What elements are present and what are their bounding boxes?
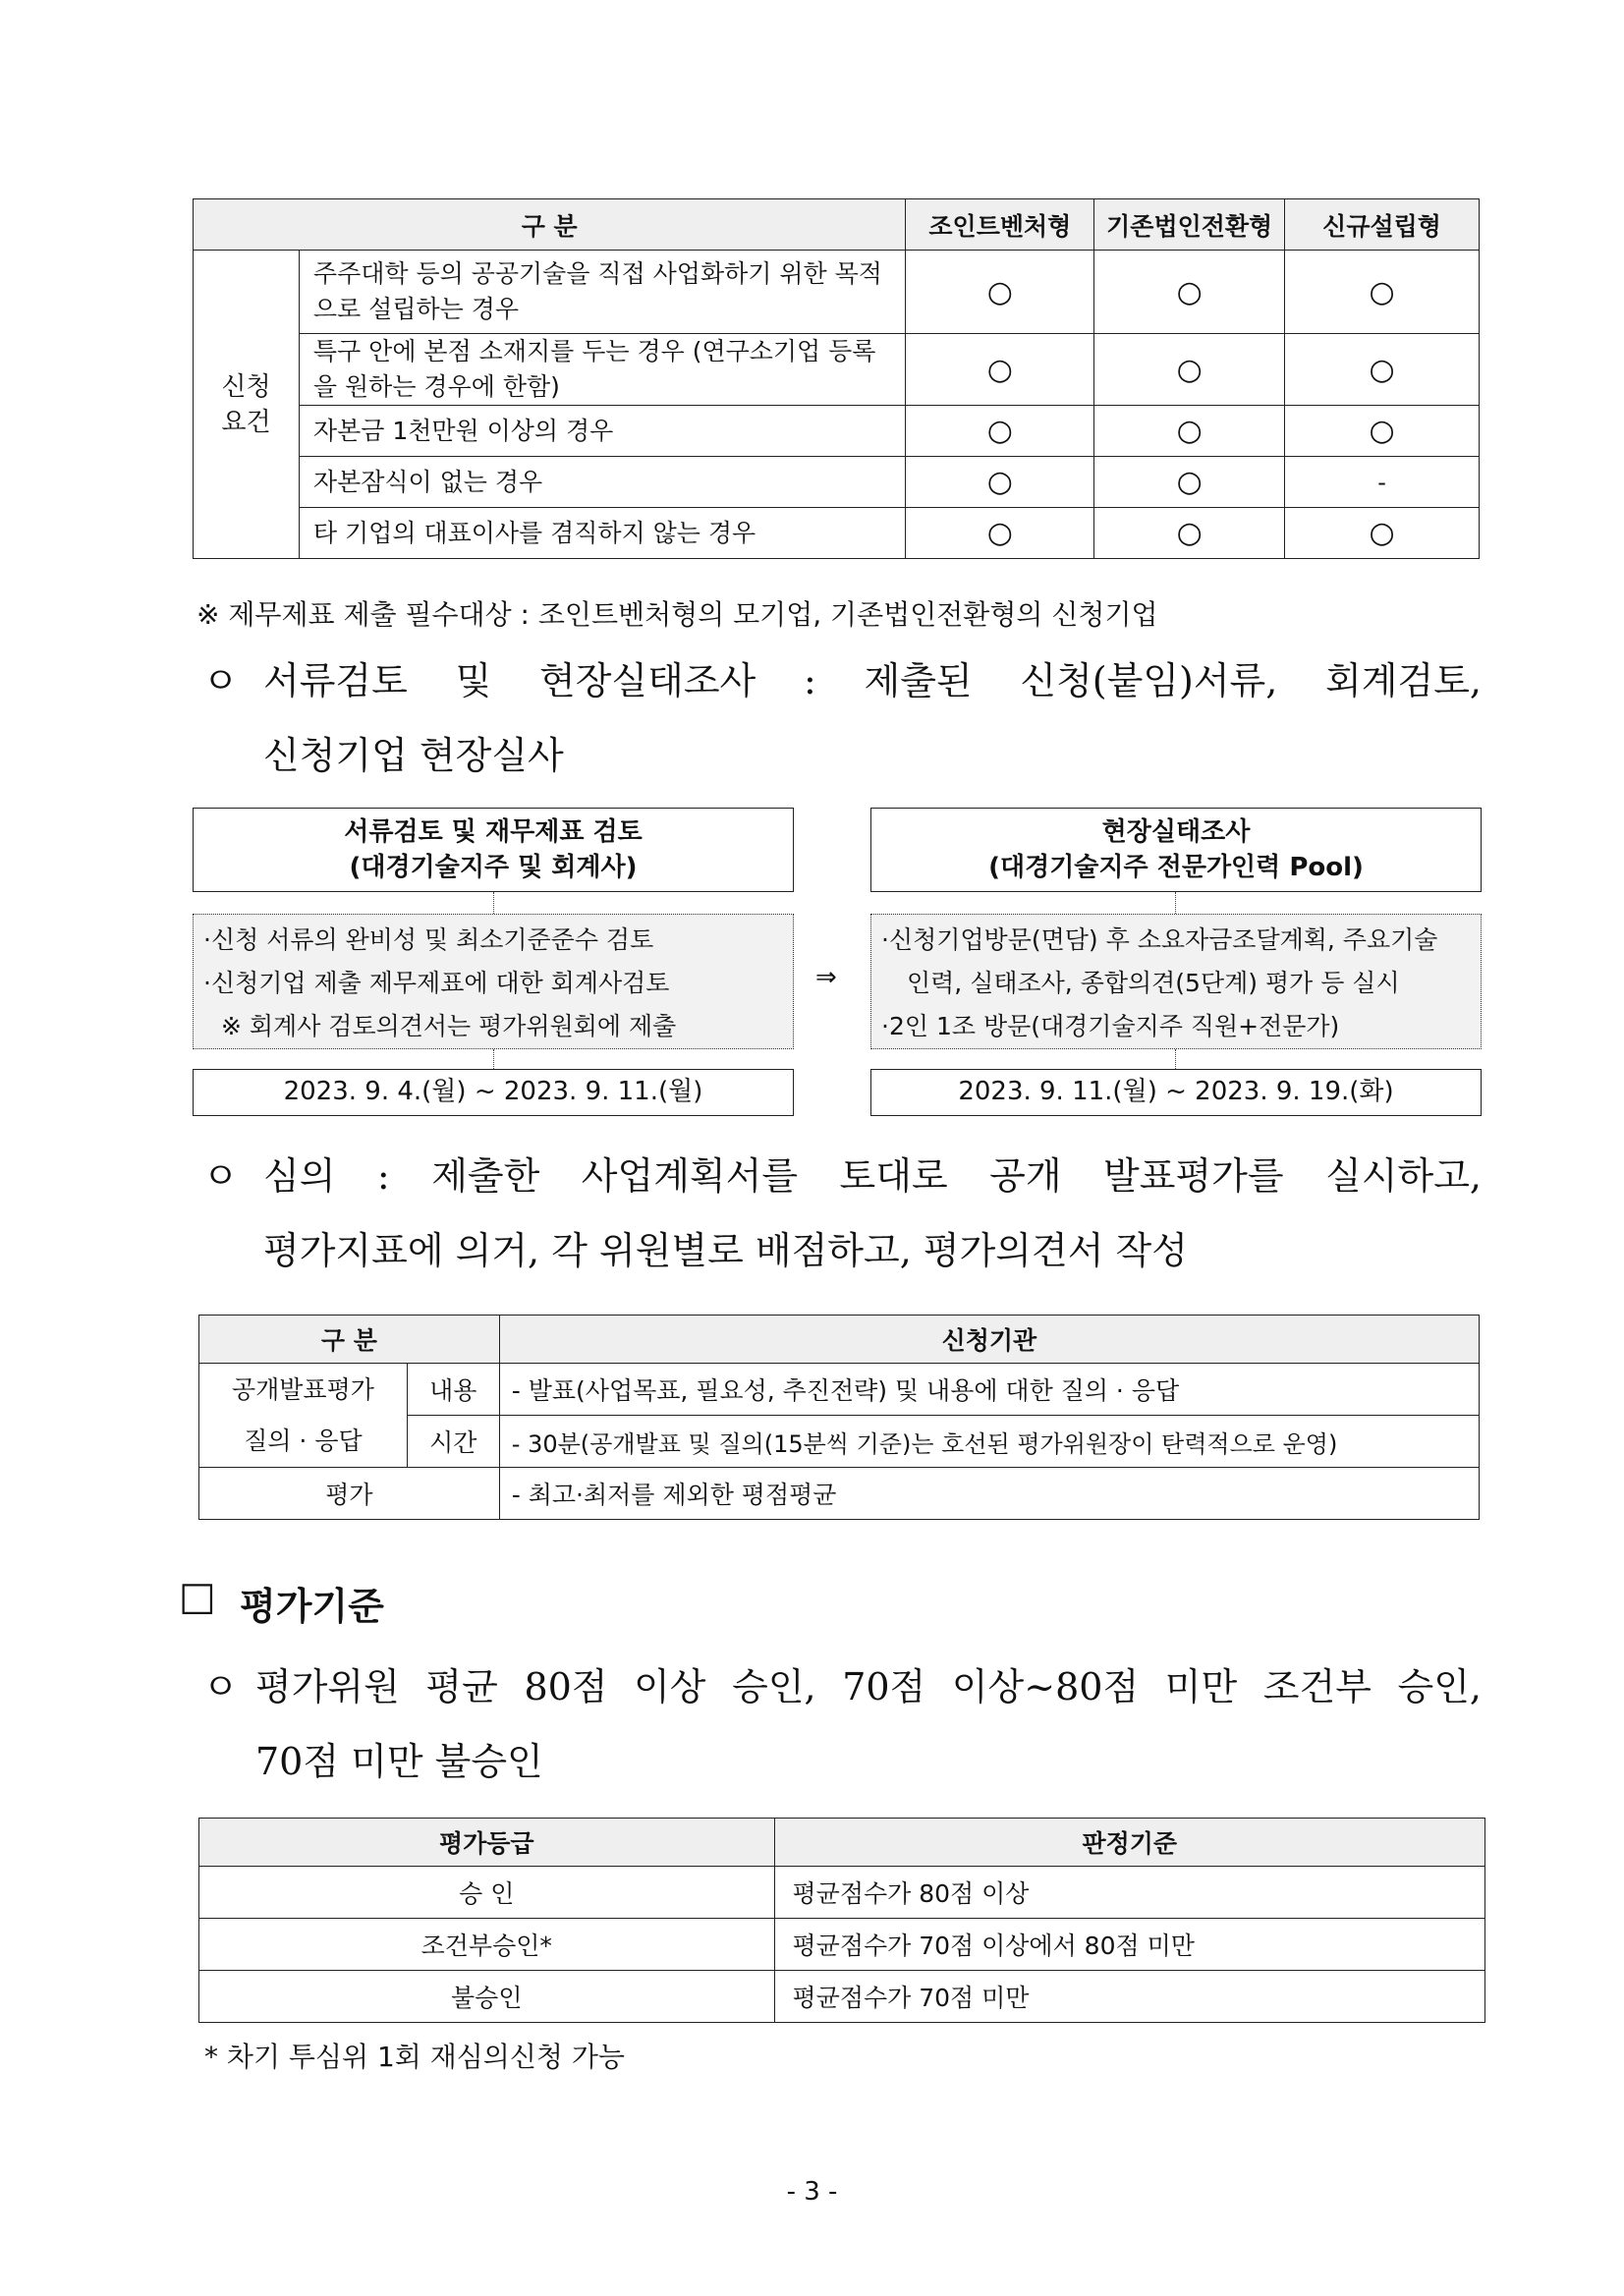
flow-right-header bbox=[870, 808, 1482, 892]
flow-right-date: 2023. 9. 11.(월) ~ 2023. 9. 19.(화) bbox=[870, 1069, 1482, 1116]
note-reexamination: * 차기 투심위 1회 재심의신청 가능 bbox=[204, 2041, 625, 2073]
table-header: 판정기준 bbox=[774, 1819, 1484, 1867]
deliberation-table bbox=[198, 1315, 1480, 1520]
table-cell: ○ bbox=[1285, 334, 1480, 406]
table-header: 조인트벤처형 bbox=[906, 199, 1094, 251]
bullet-text: 신청기업 현장실사 bbox=[263, 734, 564, 777]
detail-line: ·신청기업방문(면담) 후 소요자금조달계획, 주요기술 bbox=[881, 925, 1438, 954]
connector-line bbox=[1175, 1049, 1176, 1069]
table-cell: - 최고·최저를 제외한 평점평균 bbox=[499, 1468, 1479, 1520]
bullet-symbol: ㅇ bbox=[202, 1665, 239, 1708]
connector-line bbox=[1175, 892, 1176, 914]
connector-line bbox=[493, 892, 494, 914]
checkbox-icon: □ bbox=[179, 1574, 216, 1619]
flow-right-subtitle: (대경기술지주 전문가인력 Pool) bbox=[988, 853, 1364, 882]
section-title: 평가기준 bbox=[240, 1585, 384, 1628]
table-header: 신규설립형 bbox=[1285, 199, 1480, 251]
table-cell: ○ bbox=[1094, 508, 1285, 559]
flow-left-header bbox=[193, 808, 794, 892]
eligibility-table bbox=[193, 198, 1480, 559]
table-cell: 자본잠식이 없는 경우 bbox=[299, 457, 906, 508]
table-cell: ○ bbox=[906, 406, 1094, 457]
page-number: - 3 - bbox=[786, 2177, 838, 2207]
table-cell: - 발표(사업목표, 필요성, 추진전략) 및 내용에 대한 질의 · 응답 bbox=[499, 1364, 1479, 1416]
table-cell: ○ bbox=[1285, 406, 1480, 457]
table-cell: 평가 bbox=[199, 1468, 500, 1520]
table-cell: 주주대학 등의 공공기술을 직접 사업화하기 위한 목적으로 설립하는 경우 bbox=[299, 251, 906, 334]
table-cell: 승 인 bbox=[199, 1867, 775, 1919]
group-label-line: 공개발표평가 bbox=[231, 1374, 374, 1404]
table-cell: ○ bbox=[906, 457, 1094, 508]
flow-right-details bbox=[870, 914, 1482, 1049]
connector-line bbox=[493, 1049, 494, 1069]
table-header: 기존법인전환형 bbox=[1094, 199, 1285, 251]
detail-line: 인력, 실태조사, 종합의견(5단계) 평가 등 실시 bbox=[907, 969, 1400, 997]
bullet-text: 심의 : 제출한 사업계획서를 토대로 공개 발표평가를 실시하고, bbox=[263, 1154, 1482, 1198]
bullet-symbol: ㅇ bbox=[202, 1154, 239, 1198]
bullet-symbol: ㅇ bbox=[202, 659, 239, 702]
table-cell: 자본금 1천만원 이상의 경우 bbox=[299, 406, 906, 457]
group-label: 신청 요건 bbox=[194, 251, 300, 559]
bullet-text: 70점 미만 불승인 bbox=[255, 1740, 543, 1783]
table-cell: 불승인 bbox=[199, 1971, 775, 2023]
table-header: 구 분 bbox=[199, 1316, 500, 1364]
table-cell: ○ bbox=[1094, 334, 1285, 406]
table-cell: ○ bbox=[1094, 457, 1285, 508]
table-cell: ○ bbox=[1285, 508, 1480, 559]
flow-left-details bbox=[193, 914, 794, 1049]
flow-right-title: 현장실태조사 bbox=[1101, 817, 1251, 847]
detail-line: ※ 회계사 검토의견서는 평가위원회에 제출 bbox=[221, 1012, 677, 1040]
table-cell: - bbox=[1285, 457, 1480, 508]
grading-table bbox=[198, 1818, 1485, 2023]
table-cell: ○ bbox=[906, 334, 1094, 406]
table-header: 평가등급 bbox=[199, 1819, 775, 1867]
table-cell: - 30분(공개발표 및 질의(15분씩 기준)는 호선된 평가위원장이 탄력적으로 운영) bbox=[499, 1416, 1479, 1468]
table-cell: 평균점수가 80점 이상 bbox=[774, 1867, 1484, 1919]
table-header: 구 분 bbox=[194, 199, 906, 251]
detail-line: ·2인 1조 방문(대경기술지주 직원+전문가) bbox=[881, 1012, 1340, 1040]
detail-line: ·신청 서류의 완비성 및 최소기준준수 검토 bbox=[203, 925, 654, 954]
table-cell: 특구 안에 본점 소재지를 두는 경우 (연구소기업 등록을 원하는 경우에 한함) bbox=[299, 334, 906, 406]
table-cell: 내용 bbox=[407, 1364, 499, 1416]
table-cell: 평균점수가 70점 미만 bbox=[774, 1971, 1484, 2023]
table-header: 신청기관 bbox=[499, 1316, 1479, 1364]
table-cell: ○ bbox=[1094, 406, 1285, 457]
flow-left-subtitle: (대경기술지주 및 회계사) bbox=[349, 853, 638, 882]
group-label bbox=[199, 1364, 408, 1468]
bullet-text: 평가지표에 의거, 각 위원별로 배점하고, 평가의견서 작성 bbox=[263, 1229, 1188, 1272]
table-cell: 조건부승인* bbox=[199, 1919, 775, 1971]
table-cell: ○ bbox=[906, 251, 1094, 334]
table-cell: 타 기업의 대표이사를 겸직하지 않는 경우 bbox=[299, 508, 906, 559]
flow-left-title: 서류검토 및 재무제표 검토 bbox=[344, 817, 643, 847]
bullet-text: 평가위원 평균 80점 이상 승인, 70점 이상~80점 미만 조건부 승인, bbox=[255, 1665, 1482, 1708]
table-cell: ○ bbox=[906, 508, 1094, 559]
table-cell: 평균점수가 70점 이상에서 80점 미만 bbox=[774, 1919, 1484, 1971]
group-label-line: 질의 · 응답 bbox=[244, 1426, 363, 1455]
note-financial-statements: ※ 제무제표 제출 필수대상 : 조인트벤처형의 모기업, 기존법인전환형의 신청기업 bbox=[196, 598, 1158, 631]
bullet-text: 서류검토 및 현장실태조사 : 제출된 신청(붙임)서류, 회계검토, bbox=[263, 659, 1482, 702]
table-cell: ○ bbox=[1285, 251, 1480, 334]
detail-line: ·신청기업 제출 제무제표에 대한 회계사검토 bbox=[203, 969, 670, 997]
table-cell: ○ bbox=[1094, 251, 1285, 334]
arrow-icon: ⇒ bbox=[815, 963, 837, 992]
flow-left-date: 2023. 9. 4.(월) ~ 2023. 9. 11.(월) bbox=[193, 1069, 794, 1116]
table-cell: 시간 bbox=[407, 1416, 499, 1468]
